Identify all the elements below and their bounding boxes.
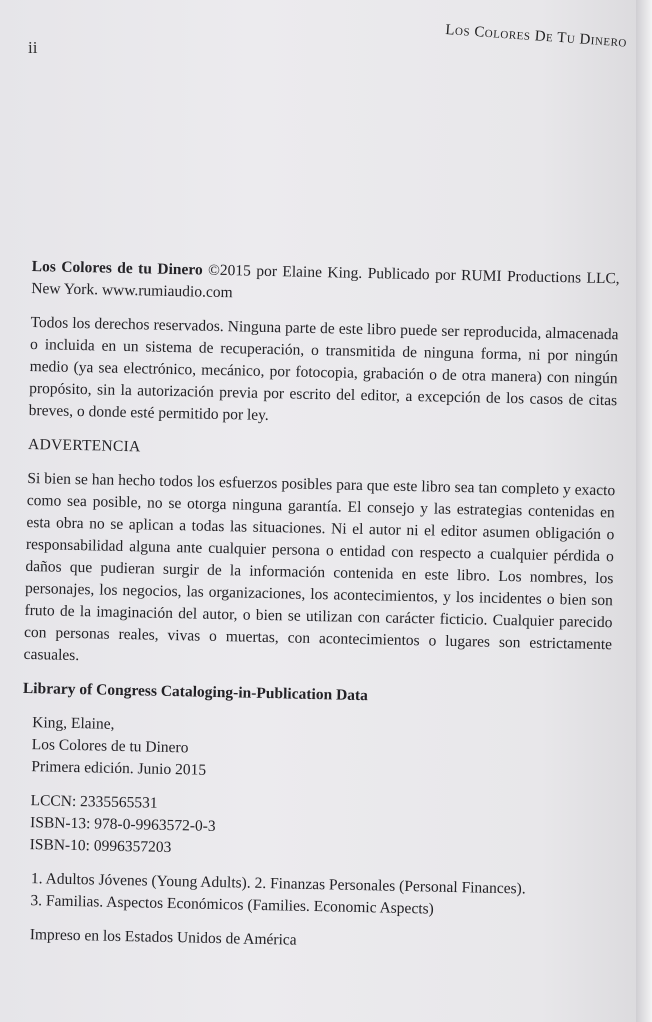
cip-edition: Primera edición. Junio 2015 xyxy=(31,758,207,779)
copyright-notice xyxy=(31,256,620,312)
page-edge xyxy=(636,0,652,1022)
cip-lccn: LCCN: 2335565531 xyxy=(30,792,158,812)
rights-paragraph: Todos los derechos reservados. Ninguna parte de este libro puede ser reproducida, almacenada o incluida en un sistema de recuperación, o transmitida de ninguna forma, ni por ningún medio (ya sea electrónico, mecánico, por fotocopia, grabación o de otra manera) con ningún propósito, sin la autorización previa por escrito del editor, a excepción de los casos de citas breves, o donde esté permitido por ley. xyxy=(28,313,619,424)
cip-heading: Library of Congress Cataloging-in-Publication Data xyxy=(22,679,369,705)
running-title: Los Colores De Tu Dinero xyxy=(444,22,628,51)
warning-heading: ADVERTENCIA xyxy=(27,435,141,456)
cip-subjects-line-1: 1. Adultos Jóvenes (Young Adults). 2. Finanzas Personales (Personal Finances). xyxy=(30,870,526,898)
cip-isbn13: ISBN-13: 978-0-9963572-0-3 xyxy=(29,814,216,835)
copyright-page-content xyxy=(17,256,620,970)
cip-record xyxy=(21,712,610,790)
cip-subjects-line-2: 3. Familias. Aspectos Económicos (Families. Economic Aspects) xyxy=(30,892,434,918)
cip-author: King, Elaine, xyxy=(32,714,115,733)
cip-isbn10: ISBN-10: 0996357203 xyxy=(29,836,172,857)
cip-subjects xyxy=(18,868,607,924)
printed-in: Impreso en los Estados Unidos de América xyxy=(29,926,297,949)
warning-paragraph: Si bien se han hecho todos los esfuerzos posibles para que este libro sea tan completo y exacto como sea posible, no se otorga ninguna garantía. El consejo y las estrategias contenidas en esta obra no se aplican a todas las situaciones. Ni el autor ni el editor asumen obligación o responsabilidad alguna ante cualquier persona o entidad con respecto a cualquier pérdida o daños que pudieran surgir de la información contenida en este libro. Los nombres, los personajes, los negocios, las organizaciones, los acontecimientos, y los incidentes o bien son fruto de la imaginación del autor, o bien se utilizan con carácter ficticio. Cualquier parecido con personas reales, vivas o muertas, con acontecimientos o lugares son estrictamente casuales. xyxy=(23,469,616,665)
cip-identifiers xyxy=(19,790,608,868)
copyright-statement: ©2015 por Elaine King. Publicado por RUMI Productions LLC, New York. www.rumiaudio.com xyxy=(31,261,620,302)
page-number: ii xyxy=(28,38,38,57)
book-title: Los Colores de tu Dinero xyxy=(31,257,203,279)
cip-title: Los Colores de tu Dinero xyxy=(31,736,189,757)
